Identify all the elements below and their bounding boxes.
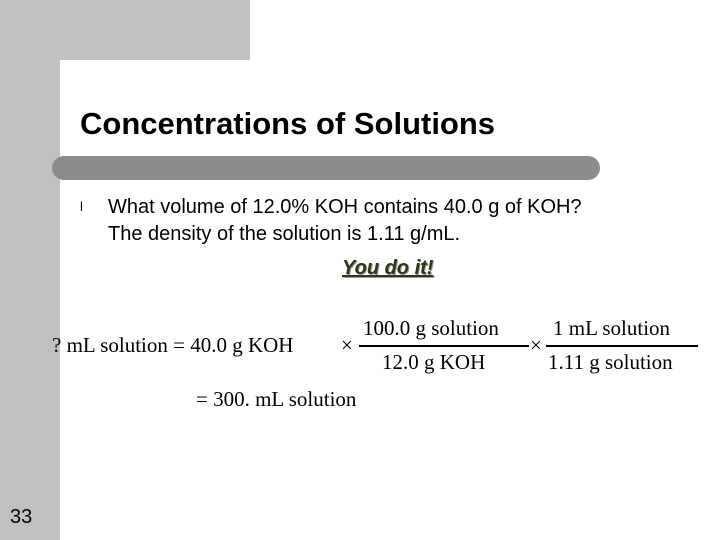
slide-title: Concentrations of Solutions xyxy=(80,106,496,141)
times-sign-2: × xyxy=(530,333,542,357)
you-do-it-text: You do it! xyxy=(342,257,434,279)
equation-result: = 300. mL solution xyxy=(196,387,357,411)
fraction2-numerator: 1 mL solution xyxy=(553,316,671,340)
slide-number: 33 xyxy=(10,506,33,528)
times-sign-1: × xyxy=(341,333,353,357)
fraction2-denominator: 1.11 g solution xyxy=(548,350,673,374)
fraction2-bar xyxy=(546,345,698,347)
fraction1-numerator: 100.0 g solution xyxy=(363,316,499,340)
question-line-2: The density of the solution is 1.11 g/mL. xyxy=(108,223,461,245)
equation-lhs: ? mL solution = 40.0 g KOH xyxy=(52,333,294,357)
bullet-marker: l xyxy=(80,199,83,214)
fraction1-denominator: 12.0 g KOH xyxy=(382,350,486,374)
fraction1-bar xyxy=(359,345,529,347)
question-line-1: What volume of 12.0% KOH contains 40.0 g of KOH? xyxy=(108,196,582,218)
